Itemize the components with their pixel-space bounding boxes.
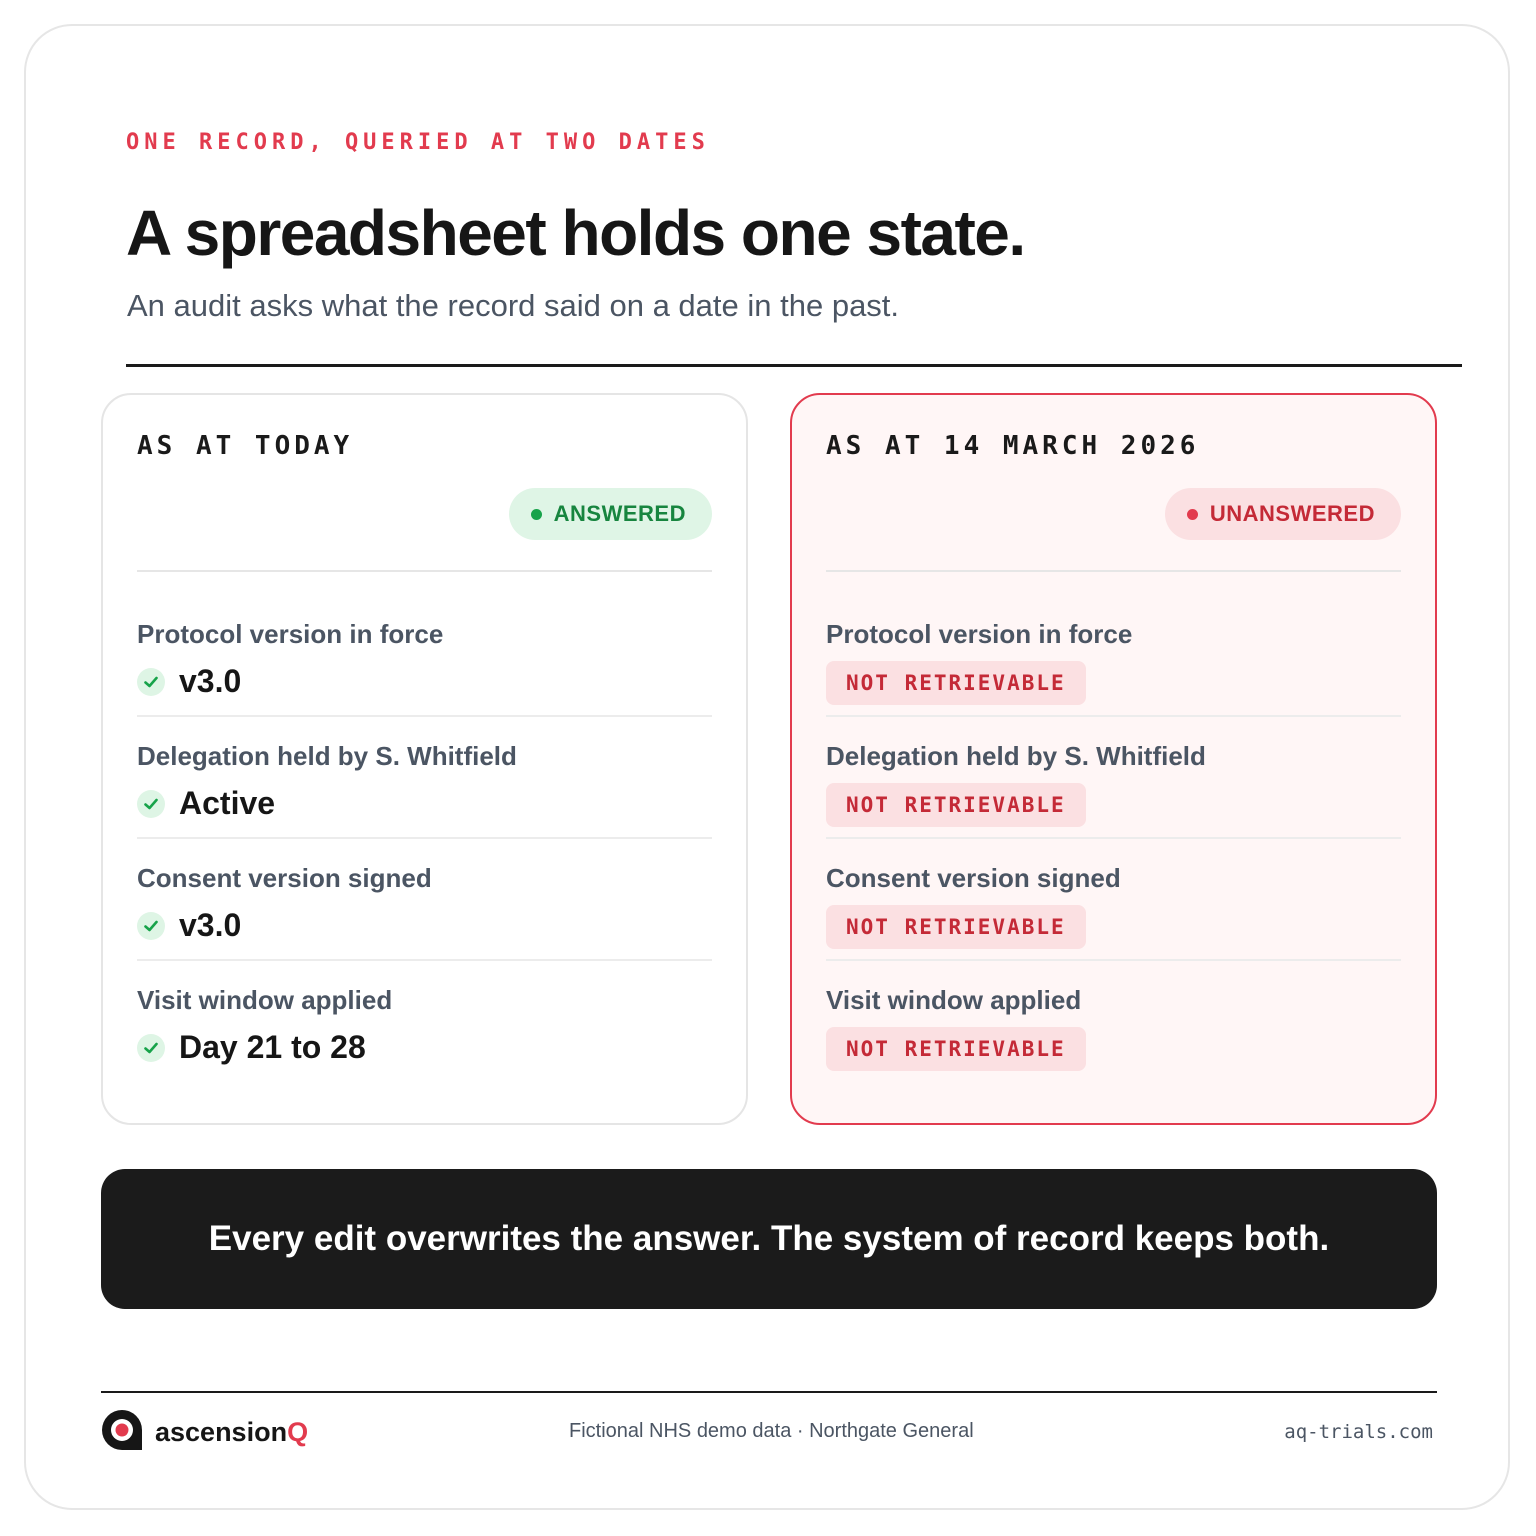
today-row-protocol — [137, 595, 712, 717]
content-card — [24, 24, 1510, 1510]
row-value — [137, 907, 241, 944]
panel-today — [101, 393, 748, 1125]
panel-today-divider — [137, 570, 712, 572]
row-value-text: v3.0 — [179, 907, 242, 943]
footer-note: Fictional NHS demo data · Northgate General — [569, 1420, 974, 1442]
status-dot-icon — [1187, 509, 1198, 520]
check-icon — [137, 1034, 165, 1062]
row-value — [826, 907, 1086, 949]
not-retrievable-chip: NOT RETRIEVABLE — [826, 783, 1086, 827]
unanswered-badge-label: UNANSWERED — [1209, 501, 1375, 526]
row-label: Consent version signed — [137, 863, 432, 893]
row-label: Visit window applied — [826, 985, 1082, 1015]
brand-name-accent: Q — [287, 1416, 309, 1447]
row-value — [826, 663, 1086, 705]
panel-past-divider — [826, 570, 1401, 572]
row-label: Delegation held by S. Whitfield — [137, 741, 517, 771]
today-row-visit-window — [137, 961, 712, 1083]
row-value-text: v3.0 — [179, 663, 242, 699]
brand — [101, 1411, 308, 1453]
row-value — [826, 1029, 1086, 1071]
ascensionq-logo-icon — [101, 1409, 143, 1456]
eyebrow-label: ONE RECORD, QUERIED AT TWO DATES — [126, 130, 710, 155]
past-row-visit-window — [826, 961, 1401, 1083]
unanswered-badge — [1165, 488, 1401, 540]
row-value — [137, 663, 241, 700]
past-row-delegation — [826, 717, 1401, 839]
row-label: Protocol version in force — [137, 619, 444, 649]
check-icon — [137, 790, 165, 818]
not-retrievable-chip: NOT RETRIEVABLE — [826, 661, 1086, 705]
today-row-delegation — [137, 717, 712, 839]
past-row-protocol — [826, 595, 1401, 717]
summary-banner-text: Every edit overwrites the answer. The system of record keeps both. — [208, 1219, 1330, 1258]
page-title: A spreadsheet holds one state. — [126, 197, 1025, 269]
row-value-text: Day 21 to 28 — [179, 1029, 366, 1065]
not-retrievable-chip: NOT RETRIEVABLE — [826, 1027, 1086, 1071]
row-label: Consent version signed — [826, 863, 1121, 893]
row-value — [137, 785, 275, 822]
footer-website-link[interactable]: aq-trials.com — [1284, 1421, 1433, 1443]
check-icon — [137, 668, 165, 696]
header-divider — [126, 364, 1462, 367]
answered-badge-label: ANSWERED — [553, 501, 686, 526]
not-retrievable-chip: NOT RETRIEVABLE — [826, 905, 1086, 949]
row-label: Protocol version in force — [826, 619, 1133, 649]
summary-banner — [101, 1169, 1437, 1309]
row-label: Delegation held by S. Whitfield — [826, 741, 1206, 771]
panel-past-title: AS AT 14 MARCH 2026 — [826, 431, 1200, 461]
check-icon — [137, 912, 165, 940]
status-dot-icon — [531, 509, 542, 520]
brand-name-main: ascension — [155, 1416, 288, 1447]
row-value — [137, 1029, 366, 1066]
row-value-text: Active — [179, 785, 276, 821]
footer-divider — [101, 1391, 1437, 1393]
panel-today-title: AS AT TODAY — [137, 431, 354, 461]
panel-past — [790, 393, 1437, 1125]
page-subtitle: An audit asks what the record said on a date in the past. — [127, 288, 900, 323]
answered-badge — [509, 488, 712, 540]
row-value — [826, 785, 1086, 827]
past-row-consent — [826, 839, 1401, 961]
row-label: Visit window applied — [137, 985, 393, 1015]
today-row-consent — [137, 839, 712, 961]
brand-name — [155, 1417, 308, 1448]
